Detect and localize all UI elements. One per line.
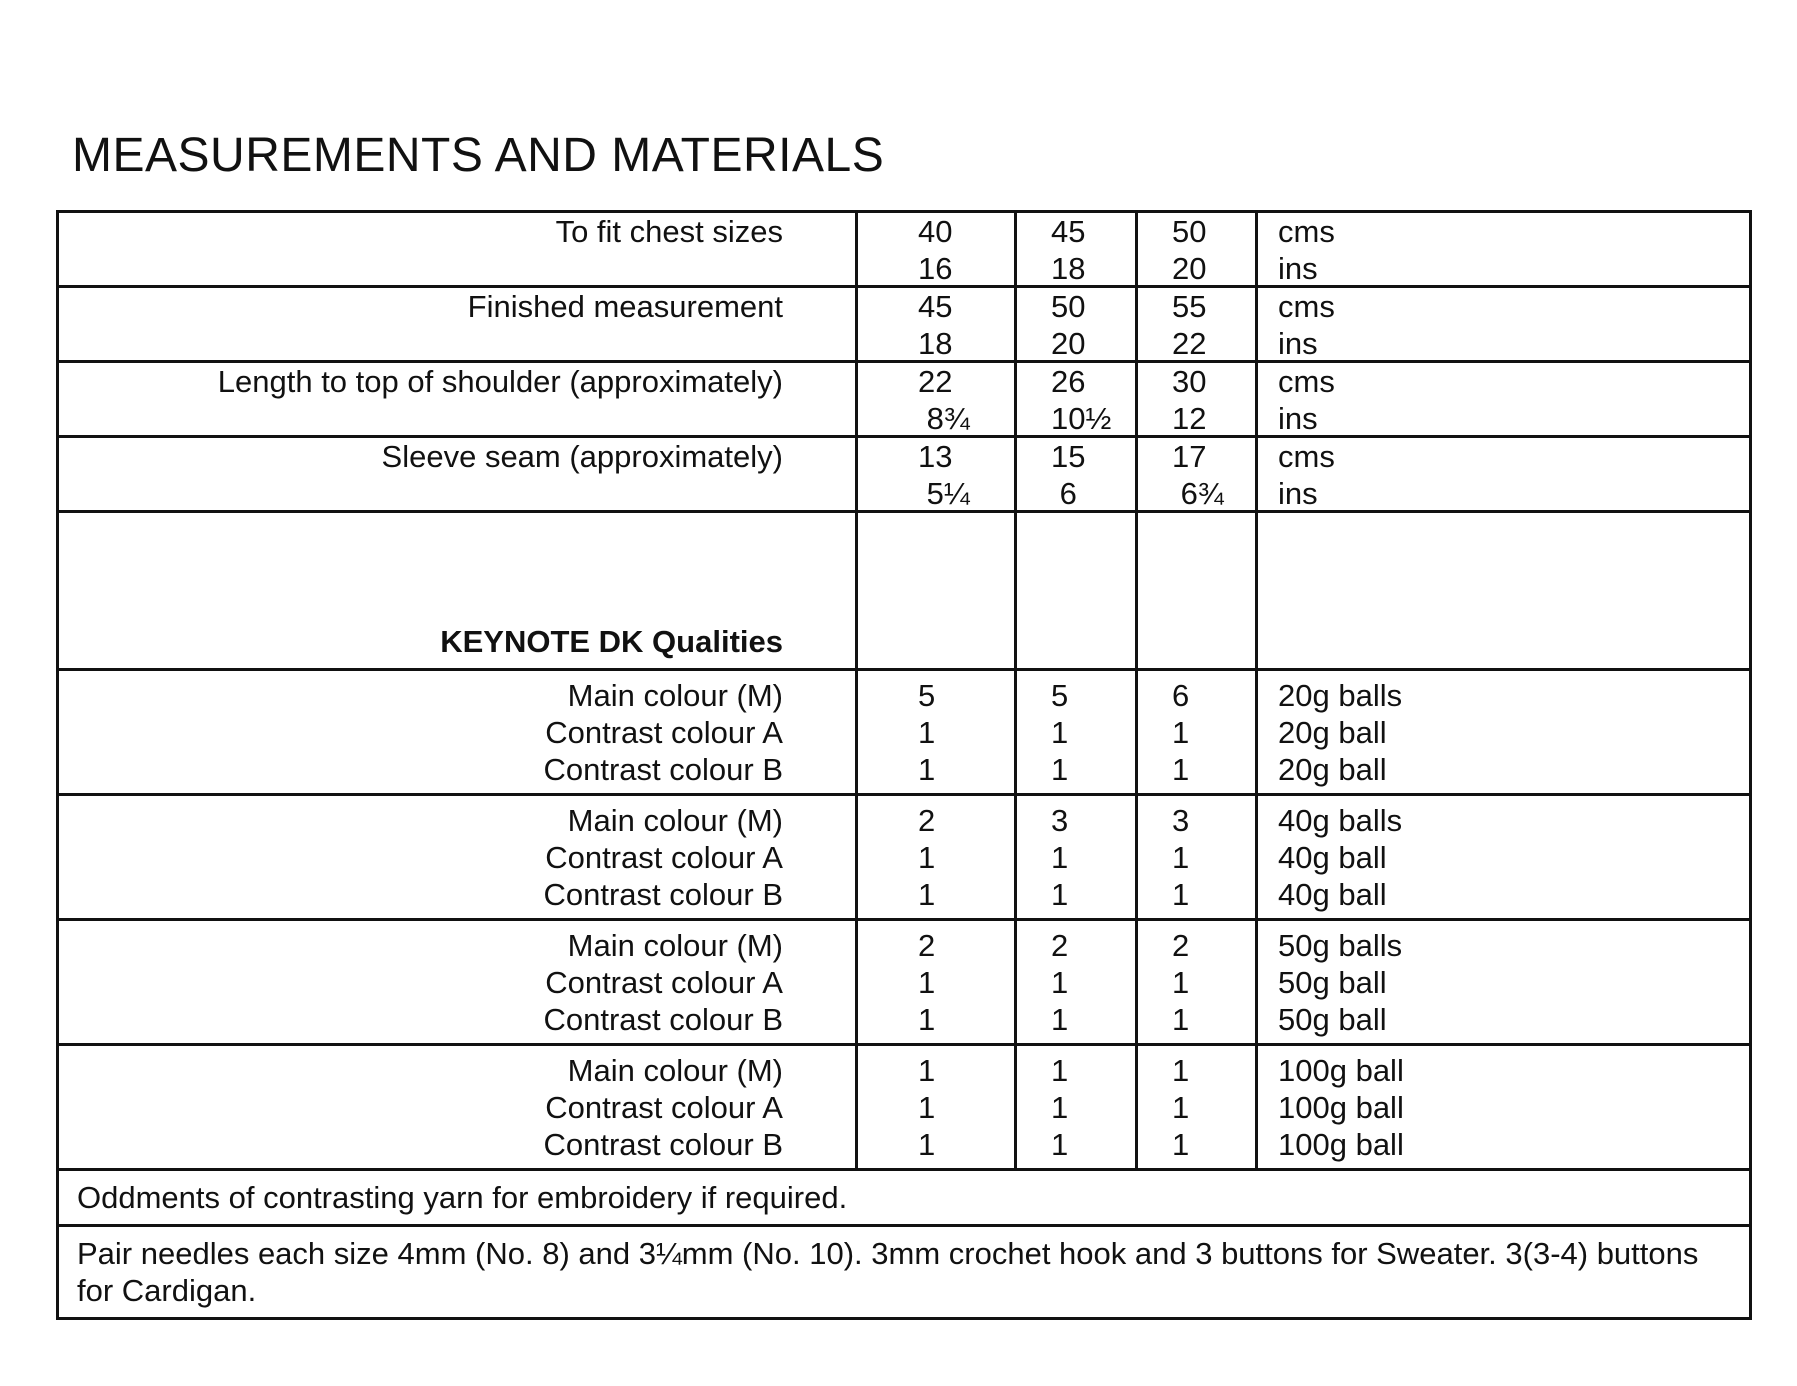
value: 1	[918, 1127, 936, 1162]
value: 6	[1172, 678, 1190, 713]
value: 1	[1051, 877, 1069, 912]
unit: 20g ball	[1278, 752, 1387, 787]
unit: ins	[1278, 401, 1318, 436]
table-row-yarn-40g	[59, 796, 1749, 921]
size-3-cell	[1135, 921, 1255, 1043]
unit: ins	[1278, 476, 1318, 511]
note-embroidery: Oddments of contrasting yarn for embroidery if required.	[59, 1171, 1749, 1227]
value: 1	[918, 1002, 936, 1037]
value: 15	[1051, 439, 1086, 474]
unit: cms	[1278, 364, 1335, 399]
value: 1	[1051, 840, 1069, 875]
unit: 50g balls	[1278, 928, 1403, 963]
size-3-cell	[1135, 671, 1255, 793]
size-1-cell	[855, 671, 1014, 793]
value: 1	[1172, 877, 1190, 912]
empty-cell	[855, 513, 1014, 668]
value: 26	[1051, 364, 1086, 399]
row-label	[59, 921, 855, 1043]
unit: 100g ball	[1278, 1053, 1404, 1088]
size-2-cell	[1014, 213, 1135, 287]
value: 20	[1051, 326, 1086, 361]
size-3-cell	[1135, 213, 1255, 287]
value: 20	[1172, 251, 1207, 286]
value: 2	[1172, 928, 1190, 963]
unit: ins	[1278, 326, 1318, 361]
page-title: MEASUREMENTS AND MATERIALS	[72, 129, 885, 182]
size-3-cell	[1135, 438, 1255, 512]
label-text: Finished measurement	[467, 289, 783, 324]
value: 1	[918, 1090, 936, 1125]
size-1-cell	[855, 438, 1014, 512]
value: 40	[918, 214, 953, 249]
value: 1	[1172, 752, 1190, 787]
unit: 40g ball	[1278, 840, 1387, 875]
keynote-heading-text: KEYNOTE DK Qualities	[440, 624, 783, 659]
size-1-cell	[855, 213, 1014, 287]
value: 12	[1172, 401, 1207, 436]
value: 13	[918, 439, 953, 474]
value: 18	[918, 326, 953, 361]
row-label	[59, 1046, 855, 1168]
label-text: Main colour (M)	[567, 678, 783, 713]
unit: 100g ball	[1278, 1090, 1404, 1125]
label-text: Sleeve seam (approximately)	[381, 439, 783, 474]
value: 5¼	[918, 476, 970, 511]
empty-cell	[1255, 513, 1749, 668]
value: 1	[1051, 965, 1069, 1000]
unit-cell	[1255, 438, 1749, 512]
value: 1	[918, 840, 936, 875]
size-3-cell	[1135, 363, 1255, 437]
unit-cell	[1255, 1046, 1749, 1168]
table-row-finished	[59, 288, 1749, 363]
size-3-cell	[1135, 288, 1255, 362]
value: 3	[1172, 803, 1190, 838]
measurements-table	[56, 210, 1752, 1320]
value: 1	[1172, 965, 1190, 1000]
note-needles-buttons: Pair needles each size 4mm (No. 8) and 3¼mm (No. 10). 3mm crochet hook and 3 buttons for Sweater. 3(3-4) buttons for Cardigan.	[77, 1236, 1699, 1308]
label-text: Main colour (M)	[567, 1053, 783, 1088]
value: 16	[918, 251, 953, 286]
value: 1	[918, 752, 936, 787]
label-text: Contrast colour A	[545, 1090, 783, 1125]
row-label	[59, 796, 855, 918]
value: 45	[918, 289, 953, 324]
unit-cell	[1255, 671, 1749, 793]
unit: 40g ball	[1278, 877, 1387, 912]
value: 50	[1172, 214, 1207, 249]
row-label	[59, 288, 855, 362]
table-row-yarn-100g	[59, 1046, 1749, 1171]
value: 22	[918, 364, 953, 399]
size-1-cell	[855, 363, 1014, 437]
unit-cell	[1255, 363, 1749, 437]
value: 18	[1051, 251, 1086, 286]
table-row-yarn-20g	[59, 671, 1749, 796]
size-2-cell	[1014, 796, 1135, 918]
value: 1	[1172, 1127, 1190, 1162]
size-2-cell	[1014, 363, 1135, 437]
table-row-sleeve	[59, 438, 1749, 513]
table-row-chest	[59, 213, 1749, 288]
table-row-keynote-heading	[59, 513, 1749, 671]
size-2-cell	[1014, 921, 1135, 1043]
unit: ins	[1278, 251, 1318, 286]
row-label	[59, 438, 855, 512]
label-text: Contrast colour A	[545, 965, 783, 1000]
size-1-cell	[855, 1046, 1014, 1168]
value: 45	[1051, 214, 1086, 249]
keynote-heading	[59, 513, 855, 668]
label-text: Length to top of shoulder (approximately)	[217, 364, 783, 399]
table-row-length	[59, 363, 1749, 438]
unit: cms	[1278, 289, 1335, 324]
value: 10½	[1051, 401, 1112, 436]
value: 2	[1051, 928, 1069, 963]
label-text: To fit chest sizes	[555, 214, 783, 249]
size-2-cell	[1014, 288, 1135, 362]
value: 17	[1172, 439, 1207, 474]
size-3-cell	[1135, 796, 1255, 918]
unit: cms	[1278, 439, 1335, 474]
unit: 50g ball	[1278, 965, 1387, 1000]
value: 2	[918, 928, 936, 963]
value: 22	[1172, 326, 1207, 361]
value: 1	[1172, 1002, 1190, 1037]
size-1-cell	[855, 921, 1014, 1043]
size-1-cell	[855, 796, 1014, 918]
unit-cell	[1255, 921, 1749, 1043]
value: 1	[1051, 752, 1069, 787]
value: 6¾	[1172, 476, 1224, 511]
label-text: Contrast colour A	[545, 715, 783, 750]
value: 3	[1051, 803, 1069, 838]
size-2-cell	[1014, 1046, 1135, 1168]
label-text: Contrast colour B	[543, 1127, 783, 1162]
value: 1	[1051, 715, 1069, 750]
row-label	[59, 671, 855, 793]
unit: 40g balls	[1278, 803, 1403, 838]
value: 2	[918, 803, 936, 838]
unit-cell	[1255, 288, 1749, 362]
size-1-cell	[855, 288, 1014, 362]
value: 50	[1051, 289, 1086, 324]
value: 55	[1172, 289, 1207, 324]
value: 8¾	[918, 401, 970, 436]
label-text: Contrast colour B	[543, 877, 783, 912]
value: 1	[918, 1053, 936, 1088]
value: 5	[918, 678, 936, 713]
value: 1	[918, 965, 936, 1000]
value: 5	[1051, 678, 1069, 713]
label-text: Contrast colour B	[543, 752, 783, 787]
unit: 100g ball	[1278, 1127, 1404, 1162]
value: 1	[918, 715, 936, 750]
value: 1	[1051, 1053, 1069, 1088]
size-2-cell	[1014, 671, 1135, 793]
label-text: Main colour (M)	[567, 928, 783, 963]
unit-cell	[1255, 213, 1749, 287]
row-label	[59, 213, 855, 287]
label-text: Contrast colour B	[543, 1002, 783, 1037]
unit: 20g ball	[1278, 715, 1387, 750]
unit: 20g balls	[1278, 678, 1403, 713]
empty-cell	[1135, 513, 1255, 668]
value: 1	[1051, 1090, 1069, 1125]
row-label	[59, 363, 855, 437]
label-text: Main colour (M)	[567, 803, 783, 838]
label-text: Contrast colour A	[545, 840, 783, 875]
size-3-cell	[1135, 1046, 1255, 1168]
value: 30	[1172, 364, 1207, 399]
value: 1	[1172, 840, 1190, 875]
unit: 50g ball	[1278, 1002, 1387, 1037]
value: 1	[1051, 1002, 1069, 1037]
value: 1	[1172, 715, 1190, 750]
value: 6	[1051, 476, 1077, 511]
size-2-cell	[1014, 438, 1135, 512]
unit-cell	[1255, 796, 1749, 918]
table-row-yarn-50g	[59, 921, 1749, 1046]
unit: cms	[1278, 214, 1335, 249]
value: 1	[1172, 1053, 1190, 1088]
empty-cell	[1014, 513, 1135, 668]
value: 1	[918, 877, 936, 912]
value: 1	[1051, 1127, 1069, 1162]
value: 1	[1172, 1090, 1190, 1125]
